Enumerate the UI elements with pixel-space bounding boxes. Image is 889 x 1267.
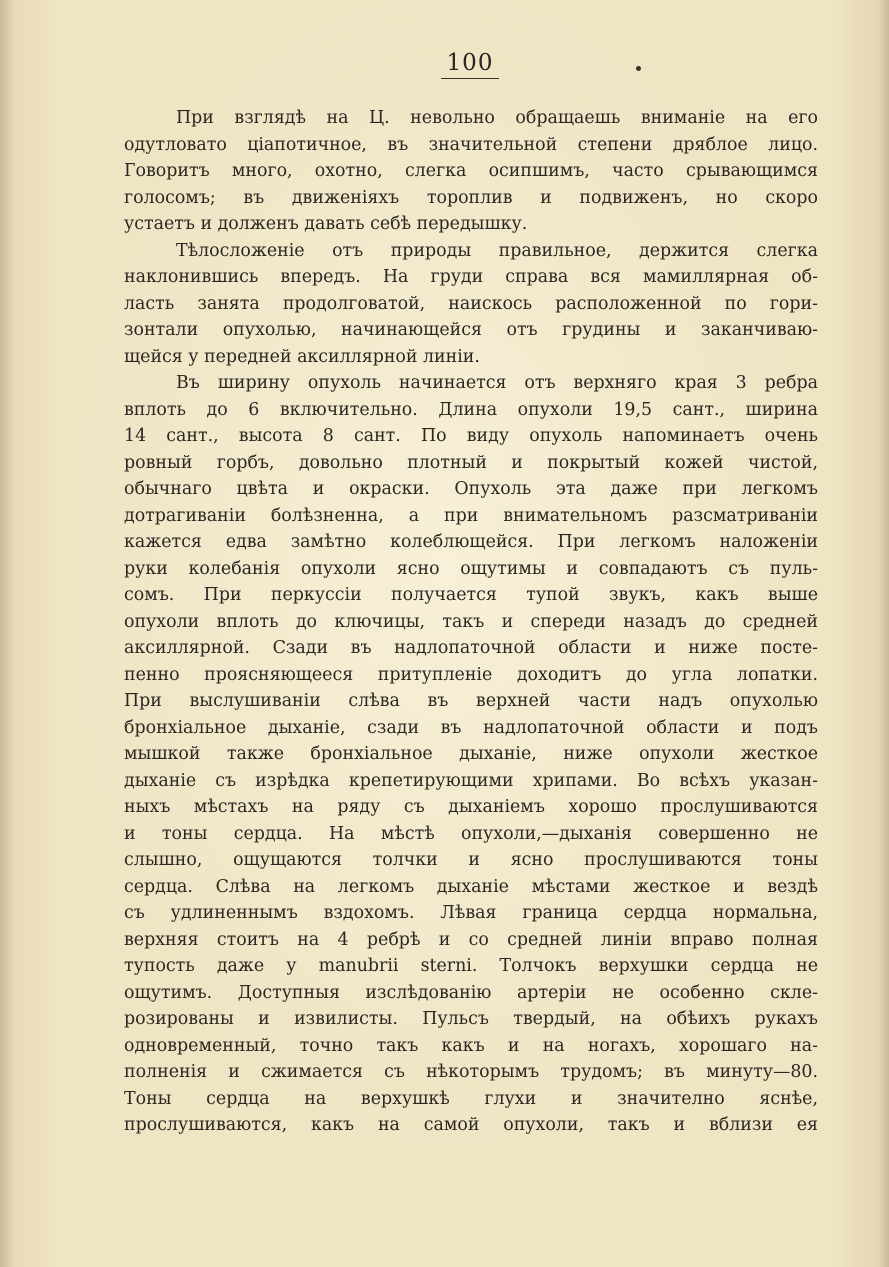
page-number-container bbox=[0, 50, 889, 79]
text-line: Въ ширину опухоль начинается отъ верхняго края 3 ребра bbox=[176, 373, 818, 393]
text-line: сердца. Слѣва на легкомъ дыханіе мѣстами жесткое и вездѣ bbox=[124, 876, 818, 897]
text-line: зонтали опухолью, начинающейся отъ грудины и заканчиваю- bbox=[124, 320, 818, 340]
text-line: аксиллярной. Сзади въ надлопаточной области и ниже посте- bbox=[124, 638, 818, 658]
text-line: и тоны сердца. На мѣстѣ опухоли,—дыханія совершенно не bbox=[124, 823, 818, 844]
text-line: ныхъ мѣстахъ на ряду съ дыханіемъ хорошо прослушиваются bbox=[124, 797, 818, 817]
text-line: При взглядѣ на Ц. невольно обращаешь вниманіе на его bbox=[176, 108, 818, 128]
text-line: прослушиваются, какъ на самой опухоли, такъ и вблизи ея bbox=[124, 1115, 818, 1135]
text-line: пенно проясняющееся притупленіе доходитъ до угла лопатки. bbox=[124, 664, 818, 685]
text-line: сомъ. При перкуссіи получается тупой звукъ, какъ выше bbox=[124, 585, 818, 605]
text-line: ощутимъ. Доступныя изслѣдованію артеріи не особенно скле- bbox=[124, 982, 818, 1003]
ink-dot bbox=[636, 66, 641, 71]
text-line: одутловато ціапотичное, въ значительной степени дряблое лицо. bbox=[124, 134, 818, 155]
text-line: ровный горбъ, довольно плотный и покрытый кожей чистой, bbox=[124, 452, 818, 473]
text-line: При выслушиваніи слѣва въ верхней части надъ опухолью bbox=[124, 691, 818, 711]
text-line: розированы и извилисты. Пульсъ твердый, на обѣихъ рукахъ bbox=[124, 1009, 818, 1029]
text-line: съ удлиненнымъ вздохомъ. Лѣвая граница сердца нормальна, bbox=[124, 903, 818, 923]
text-line: мышкой также бронхіальное дыханіе, ниже опухоли жесткое bbox=[124, 744, 818, 764]
page-edge-shadow-right bbox=[879, 0, 889, 1267]
text-line: опухоли вплоть до ключицы, такъ и спереди назадъ до средней bbox=[124, 611, 818, 632]
text-line: вплоть до 6 включительно. Длина опухоли 19,5 сант., ширина bbox=[124, 399, 818, 420]
text-line: Тѣлосложеніе отъ природы правильное, держится слегка bbox=[176, 240, 818, 261]
text-line: верхняя стоитъ на 4 ребрѣ и со средней линіи вправо полная bbox=[124, 929, 818, 950]
page-edge-shadow-left bbox=[0, 0, 14, 1267]
page-number: 100 bbox=[441, 50, 500, 79]
text-line: Говоритъ много, охотно, слегка осипшимъ, часто срывающимся bbox=[124, 161, 818, 181]
text-line: щейся у передней аксиллярной линіи. bbox=[124, 346, 480, 367]
text-line: Тоны сердца на верхушкѣ глухи и значително яснѣе, bbox=[124, 1088, 818, 1109]
text-line: 14 сант., высота 8 сант. По виду опухоль напоминаетъ очень bbox=[124, 426, 818, 446]
text-line: наклонившись впередъ. На груди справа вся мамиллярная об- bbox=[124, 267, 818, 287]
text-line: руки колебанія опухоли ясно ощутимы и совпадаютъ съ пуль- bbox=[124, 558, 818, 579]
text-line: тупость даже у manubrii sterni. Толчокъ верхушки сердца не bbox=[124, 956, 818, 976]
text-line: слышно, ощущаются толчки и ясно прослушиваются тоны bbox=[124, 850, 818, 870]
text-line: бронхіальное дыханіе, сзади въ надлопаточной области и подъ bbox=[124, 717, 818, 738]
text-line: полненія и сжимается съ нѣкоторымъ трудомъ; въ минуту—80. bbox=[124, 1062, 818, 1082]
text-line: голосомъ; въ движеніяхъ тороплив и подвиженъ, но скоро bbox=[124, 187, 818, 208]
text-line: кажется едва замѣтно колеблющейся. При легкомъ наложеніи bbox=[124, 532, 818, 552]
text-line: одновременный, точно такъ какъ и на ногахъ, хорошаго на- bbox=[124, 1035, 818, 1056]
body-text bbox=[124, 105, 818, 1139]
text-line: обычнаго цвѣта и окраски. Опухоль эта даже при легкомъ bbox=[124, 479, 818, 499]
text-line: дыханіе съ изрѣдка крепетирующими хрипами. Во всѣхъ указан- bbox=[124, 770, 818, 791]
text-line: ласть занята продолговатой, наискось расположенной по гори- bbox=[124, 293, 818, 314]
text-line: дотрагиваніи болѣзненна, а при внимательномъ разсматриваніи bbox=[124, 505, 818, 526]
text-line: устаетъ и долженъ давать себѣ передышку. bbox=[124, 214, 528, 234]
